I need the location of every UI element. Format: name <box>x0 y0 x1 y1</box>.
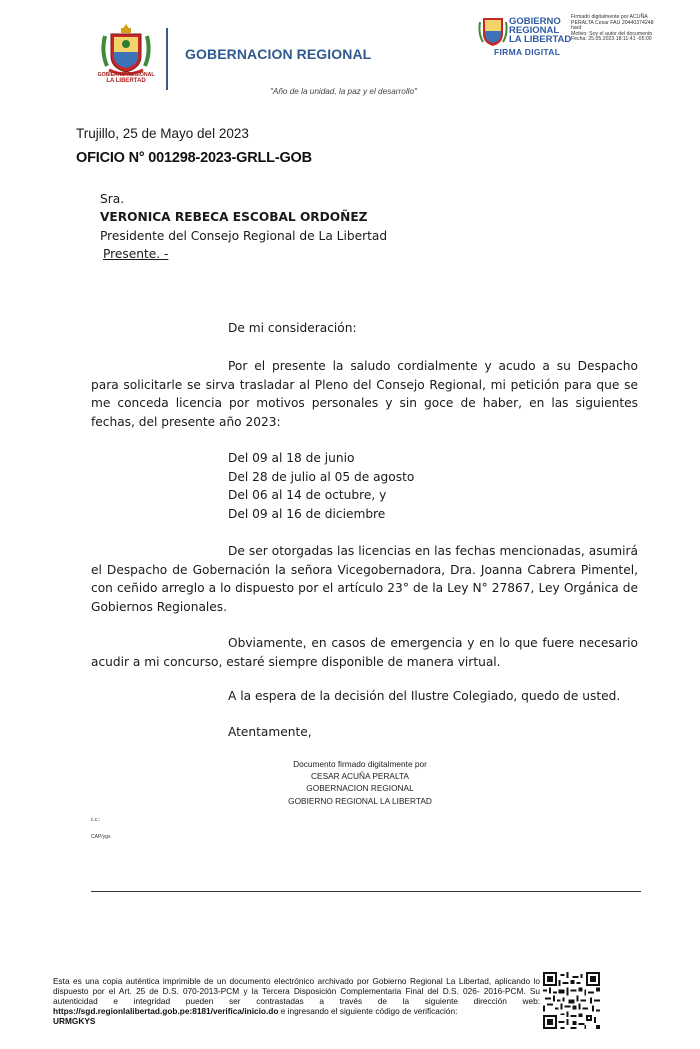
crest-caption <box>95 72 157 84</box>
header-divider <box>166 28 168 90</box>
paragraph-request <box>91 357 638 432</box>
stamp-brand-line3: LA LIBERTAD <box>509 34 572 45</box>
year-motto: "Año de la unidad, la paz y el desarrollo" <box>270 87 417 96</box>
greeting: De mi consideración: <box>228 321 357 335</box>
stamp-brand-line1: GOBIERNO <box>509 16 561 27</box>
closing-line: A la espera de la decisión del Ilustre Colegiado, quedo de usted. <box>228 689 621 703</box>
footer-divider <box>91 891 641 892</box>
recipient-name: VERONICA REBECA ESCOBAL ORDOÑEZ <box>100 210 368 224</box>
signed-line2: CESAR ACUÑA PERALTA <box>311 771 409 782</box>
paragraph-substitute-text: De ser otorgadas las licencias en las fechas mencionadas, asumirá el Despacho de Gobernación la señora Vicegobernadora, Dra. Joanna Cabrera Pimentel, con ceñido arreglo a lo dispuesto por el artículo 23° de la Ley N° 27867, Ley Orgánica de Gobiernos Regionales. <box>91 544 638 615</box>
letter-date: Trujillo, 25 de Mayo del 2023 <box>76 126 249 141</box>
signed-line1: Documento firmado digitalmente por <box>293 759 427 769</box>
signature-meta-line2: PERALTA Cesar FAU 20440374248 <box>571 19 654 26</box>
presente-label: Presente. - <box>103 247 169 261</box>
signature-metadata <box>571 15 691 43</box>
signature-stamp-logo <box>478 14 508 48</box>
signature-meta-line3: hard <box>571 25 582 32</box>
verification-url[interactable]: https://sgd.regionlalibertad.gob.pe:8181/verifica/inicio.do <box>53 1006 279 1016</box>
oficio-number: OFICIO N° 001298-2023-GRLL-GOB <box>76 150 312 166</box>
leave-date-item: Del 28 de julio al 05 de agosto <box>228 469 415 484</box>
paragraph-substitute <box>91 542 638 617</box>
leave-dates-list <box>228 449 414 523</box>
leave-date-item: Del 06 al 14 de octubre, y <box>228 488 387 502</box>
stamp-brand-line2: REGIONAL <box>509 25 560 36</box>
paragraph-request-text: Por el presente la saludo cordialmente y acudo a su Despacho para solicitarle se sirva trasladar al Pleno del Consejo Regional, mi petición para que se me conceda licencia por motivos personales y sin goce de haber, en las siguientes fechas, del presente año 2023: <box>91 359 638 430</box>
signed-line3: GOBERNACION REGIONAL <box>306 783 414 794</box>
signature-meta-line5: Fecha: 25.05.2023 18:11:41 -05:00 <box>571 36 652 43</box>
crest-caption-line2: LA LIBERTAD <box>106 78 146 84</box>
initials-label: CAP/ygs <box>91 834 111 840</box>
qr-code-icon <box>543 972 600 1029</box>
signature-meta-line1: Firmado digitalmente por ACUÑA <box>571 14 648 20</box>
paragraph-availability <box>91 634 638 671</box>
digital-signature-block <box>200 758 520 807</box>
signed-line4: GOBIERNO REGIONAL LA LIBERTAD <box>288 795 432 806</box>
closing-salutation: Atentamente, <box>228 725 312 739</box>
cc-label: c.c.: <box>91 817 101 823</box>
header-title: GOBERNACION REGIONAL <box>185 46 372 62</box>
signature-stamp-label: FIRMA DIGITAL <box>494 47 561 57</box>
signature-stamp-brand <box>509 17 571 44</box>
footer-text2: e ingresando el siguiente código de verificación: <box>278 1006 458 1016</box>
paragraph-availability-text: Obviamente, en casos de emergencia y en lo que fuere necesario acudir a mi concurso, estaré siempre disponible de manera virtual. <box>91 636 638 669</box>
footer-text: Esta es una copia auténtica imprimible de un documento electrónico archivado por Gobierno Regional La Libertad, aplicando lo dispuesto por el Art. 25 de D.S. 070-2013-PCM y la Tercera Disposición Complementaria Final del D.S. 026- 2016-PCM. Su autenticidad e integridad pueden ser contrastadas a través de la siguiente dirección web: <box>53 976 540 1006</box>
leave-date-item: Del 09 al 16 de diciembre <box>228 506 386 521</box>
verification-code: URMGKYS <box>53 1016 96 1026</box>
signature-meta-line4: Motivo: Soy el autor del documento <box>571 30 653 37</box>
authenticity-footer <box>53 976 540 1026</box>
recipient-salutation: Sra. <box>100 192 125 206</box>
recipient-role: Presidente del Consejo Regional de La Libertad <box>100 229 388 243</box>
crest-caption-line1: GOBIERNO REGIONAL <box>97 72 155 78</box>
leave-date-item: Del 09 al 18 de junio <box>228 451 355 465</box>
